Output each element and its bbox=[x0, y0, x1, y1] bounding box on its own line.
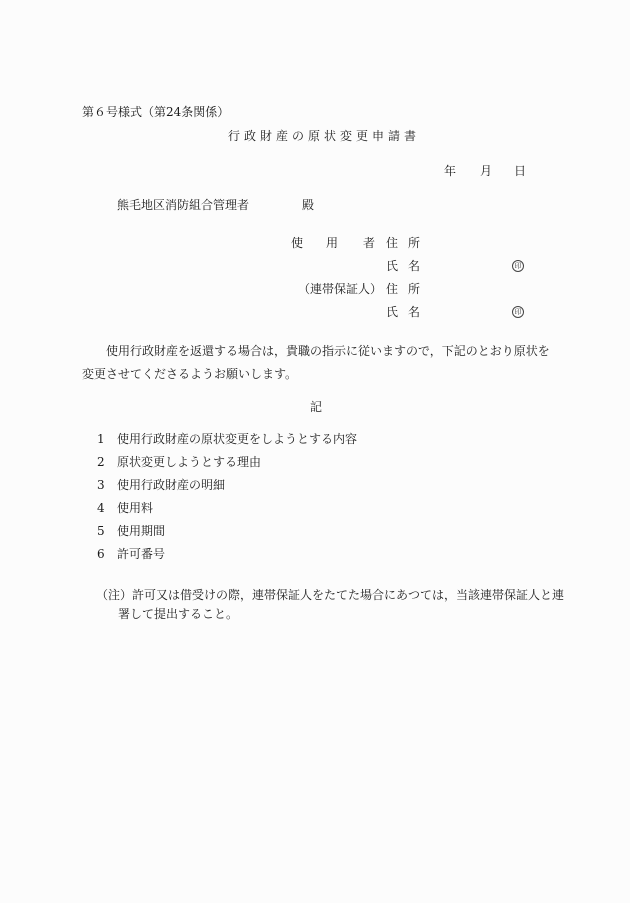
item-number: 4 bbox=[97, 501, 105, 515]
note-line-1: （注）許可又は借受けの際，連帯保証人をたてた場合にあつては，当該連帯保証人と連 bbox=[96, 588, 565, 602]
item-number: 1 bbox=[97, 432, 105, 446]
form-number: 第６号様式（第24条関係） bbox=[82, 105, 230, 119]
applicant-role-char: 使 bbox=[291, 236, 304, 250]
request-body-text: 使用行政財産を返還する場合は，貴職の指示に従いますので，下記のとおり原状を変更させてくださるようお願いします。 bbox=[82, 344, 550, 381]
item-text: 許可番号 bbox=[117, 547, 166, 561]
date-month-label: 月 bbox=[480, 164, 493, 178]
honorific: 殿 bbox=[302, 198, 315, 212]
item-text: 使用行政財産の明細 bbox=[117, 478, 226, 492]
note-line-2: 署して提出すること。 bbox=[118, 607, 239, 621]
ki-heading: 記 bbox=[310, 400, 323, 414]
applicant-role-char: 者 bbox=[363, 236, 376, 250]
guarantor-name-label: 名 bbox=[408, 305, 421, 319]
applicant-address-label: 所 bbox=[408, 236, 421, 250]
item-text: 使用期間 bbox=[117, 524, 166, 538]
seal-mark-icon: 印 bbox=[512, 260, 524, 272]
item-number: 3 bbox=[97, 478, 105, 492]
addressee: 熊毛地区消防組合管理者 bbox=[117, 198, 250, 212]
applicant-address-label: 住 bbox=[386, 236, 399, 250]
item-number: 6 bbox=[97, 547, 105, 561]
guarantor-address-label: 住 bbox=[386, 282, 399, 296]
date-day-label: 日 bbox=[514, 164, 527, 178]
date-year-label: 年 bbox=[444, 164, 457, 178]
item-text: 使用行政財産の原状変更をしようとする内容 bbox=[117, 432, 358, 446]
guarantor-address-label: 所 bbox=[408, 282, 421, 296]
applicant-name-label: 名 bbox=[408, 259, 421, 273]
document-title: 行政財産の原状変更申請書 bbox=[228, 129, 421, 143]
item-text: 使用料 bbox=[117, 501, 154, 515]
applicant-role-char: 用 bbox=[326, 236, 339, 250]
guarantor-name-label: 氏 bbox=[386, 305, 399, 319]
item-text: 原状変更しようとする理由 bbox=[117, 455, 262, 469]
applicant-name-label: 氏 bbox=[386, 259, 399, 273]
guarantor-role: （連帯保証人） bbox=[298, 282, 383, 296]
item-number: 5 bbox=[97, 524, 105, 538]
seal-mark-icon: 印 bbox=[512, 306, 524, 318]
item-number: 2 bbox=[97, 455, 105, 469]
